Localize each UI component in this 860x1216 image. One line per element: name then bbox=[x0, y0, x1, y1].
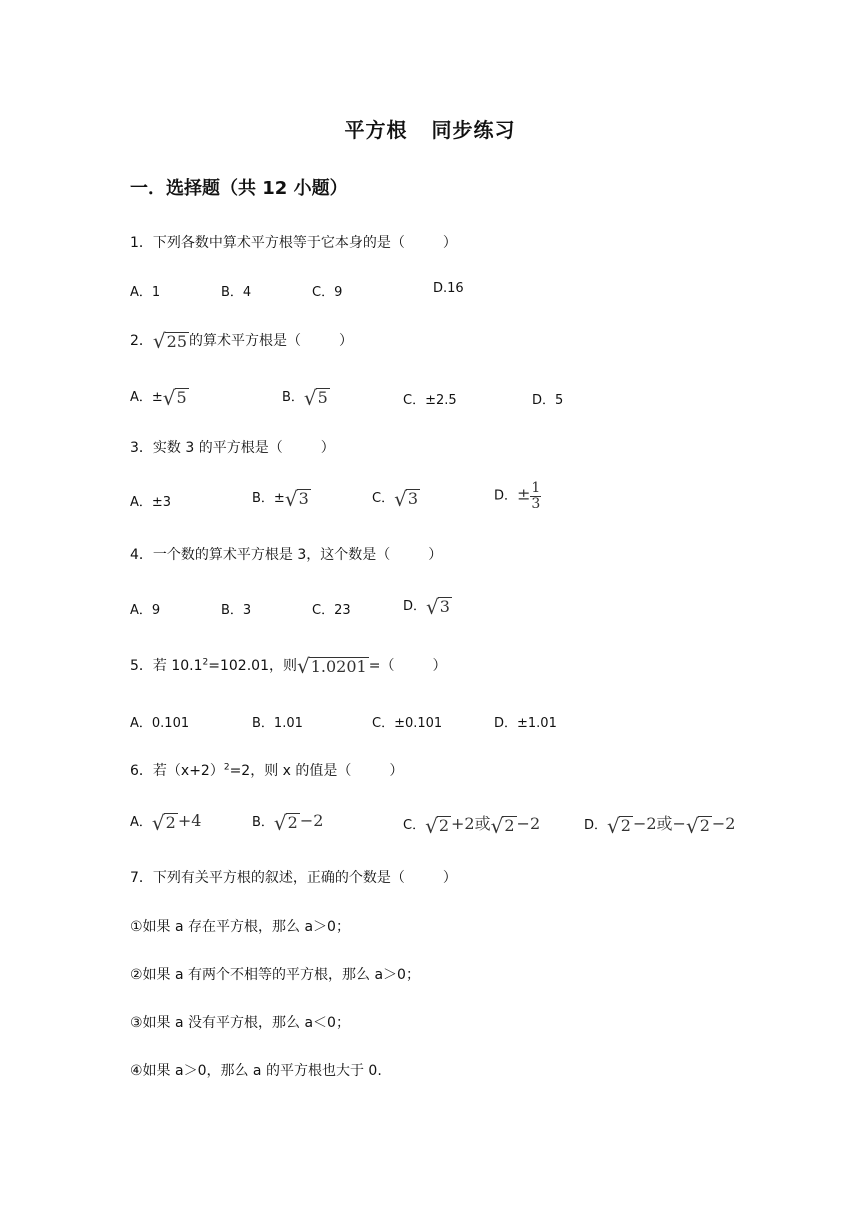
question-text: 7．下列有关平方根的叙述，正确的个数是（ bbox=[130, 870, 405, 886]
close-paren: ） bbox=[320, 440, 335, 456]
radicand: 2 bbox=[620, 816, 631, 836]
sqrt-expression: √ 5 bbox=[162, 385, 187, 410]
option-a: A．9 bbox=[130, 603, 161, 618]
sqrt-expression: √ 25 bbox=[152, 329, 188, 353]
section-heading: 一．选择题（共 12 小题） bbox=[130, 178, 348, 199]
close-paren: ） bbox=[339, 333, 354, 349]
math-text: +2或 bbox=[451, 814, 491, 833]
option-label: C． bbox=[403, 818, 426, 833]
option-a: A．±3 bbox=[130, 495, 172, 510]
math-text: −2 bbox=[711, 814, 736, 833]
question-4-stem bbox=[130, 544, 442, 564]
question-text: =2，则 x 的值是（ bbox=[229, 763, 352, 779]
option-d bbox=[494, 481, 541, 511]
radicand: 3 bbox=[439, 597, 450, 617]
sqrt-expression: √ 3 bbox=[394, 486, 419, 511]
sqrt-expression: √ 2 bbox=[273, 810, 298, 835]
option-b bbox=[252, 487, 311, 509]
option-c: C．9 bbox=[312, 285, 343, 300]
sqrt-expression: √ 2 bbox=[685, 813, 710, 838]
statement-3: ③如果 a 没有平方根，那么 a＜0； bbox=[130, 1015, 350, 1031]
close-paren: ） bbox=[389, 763, 404, 779]
option-b bbox=[282, 386, 330, 408]
statement-4: ④如果 a＞0，那么 a 的平方根也大于 0. bbox=[130, 1063, 382, 1079]
numerator: 1 bbox=[531, 480, 541, 496]
option-label: B． bbox=[282, 390, 304, 405]
radicand: 3 bbox=[298, 489, 309, 509]
option-c bbox=[372, 487, 420, 509]
radicand: 5 bbox=[317, 388, 328, 408]
question-5-stem bbox=[130, 655, 446, 676]
option-d: D.16 bbox=[433, 281, 464, 296]
question-text: 3．实数 3 的平方根是（ bbox=[130, 440, 283, 456]
close-paren: ） bbox=[442, 870, 457, 886]
sqrt-expression: √ 2 bbox=[607, 813, 631, 838]
radicand: 2 bbox=[438, 816, 450, 836]
question-text: 6．若（x+2） bbox=[130, 763, 224, 779]
option-b bbox=[252, 811, 323, 833]
question-text: 的算术平方根是（ bbox=[189, 333, 302, 349]
sqrt-expression: √ 1.0201 bbox=[296, 654, 367, 678]
close-paren: ） bbox=[432, 658, 447, 674]
question-text: =102.01，则 bbox=[208, 658, 297, 674]
option-d: D．5 bbox=[532, 393, 564, 408]
question-text: 5．若 10.1 bbox=[130, 658, 203, 674]
math-text: −2 bbox=[299, 811, 324, 830]
denominator: 3 bbox=[531, 495, 541, 512]
sqrt-expression: √ 5 bbox=[303, 385, 328, 410]
superscript: 2 bbox=[223, 762, 230, 773]
question-7-stem bbox=[130, 867, 457, 887]
option-d bbox=[403, 595, 452, 617]
question-1-stem bbox=[130, 232, 457, 252]
option-a: A．1 bbox=[130, 285, 161, 300]
option-c: C．23 bbox=[312, 603, 351, 618]
radicand: 2 bbox=[165, 813, 176, 833]
option-label: D． bbox=[494, 488, 518, 504]
statement-2: ②如果 a 有两个不相等的平方根，那么 a＞0； bbox=[130, 967, 420, 983]
option-label: B． bbox=[252, 815, 274, 830]
option-b: B．3 bbox=[221, 603, 252, 618]
question-text: =（ bbox=[368, 658, 395, 674]
radicand: 2 bbox=[699, 816, 710, 836]
question-text: 1．下列各数中算术平方根等于它本身的是（ bbox=[130, 235, 405, 251]
sqrt-expression: √ 3 bbox=[284, 486, 309, 511]
close-paren: ） bbox=[442, 235, 457, 251]
math-text: −2 bbox=[516, 814, 541, 833]
option-a bbox=[130, 811, 201, 833]
option-a bbox=[130, 386, 189, 408]
option-label: A． bbox=[130, 815, 152, 830]
option-a: A．0.101 bbox=[130, 716, 190, 731]
question-number: 2． bbox=[130, 333, 153, 349]
option-b: B．4 bbox=[221, 285, 252, 300]
title-part1: 平方根 bbox=[344, 118, 408, 142]
option-label: C． bbox=[372, 491, 395, 506]
question-3-stem bbox=[130, 437, 335, 457]
radicand: 1.0201 bbox=[310, 656, 367, 676]
option-d: D．±1.01 bbox=[494, 716, 557, 731]
math-text: −2或− bbox=[632, 814, 686, 833]
plus-minus-sign: ± bbox=[517, 484, 531, 504]
close-paren: ） bbox=[428, 547, 443, 563]
page-title bbox=[0, 114, 860, 143]
option-d bbox=[584, 811, 735, 836]
superscript: 2 bbox=[202, 657, 209, 668]
option-b: B．1.01 bbox=[252, 716, 303, 731]
option-label: D． bbox=[584, 818, 608, 833]
radicand: 25 bbox=[166, 331, 188, 351]
fraction bbox=[530, 481, 541, 511]
option-c: C．±2.5 bbox=[403, 393, 457, 408]
option-c bbox=[403, 811, 540, 836]
radicand: 3 bbox=[407, 489, 419, 509]
sqrt-expression: √ 2 bbox=[490, 813, 515, 838]
title-part2: 同步练习 bbox=[431, 118, 516, 142]
question-2-stem bbox=[130, 330, 353, 351]
sqrt-expression: √ 3 bbox=[426, 594, 450, 619]
option-label: D． bbox=[403, 599, 427, 614]
statement-1: ①如果 a 存在平方根，那么 a＞0； bbox=[130, 919, 350, 935]
math-text: +4 bbox=[177, 811, 202, 830]
sqrt-expression: √ 2 bbox=[151, 810, 176, 835]
question-6-stem bbox=[130, 760, 403, 780]
option-label: A．± bbox=[130, 390, 163, 405]
sqrt-expression: √ 2 bbox=[425, 813, 450, 838]
radicand: 5 bbox=[176, 388, 187, 408]
question-text: 4．一个数的算术平方根是 3，这个数是（ bbox=[130, 547, 391, 563]
option-label: B．± bbox=[252, 491, 285, 506]
radicand: 2 bbox=[504, 816, 515, 836]
radicand: 2 bbox=[287, 813, 298, 833]
option-c: C．±0.101 bbox=[372, 716, 443, 731]
